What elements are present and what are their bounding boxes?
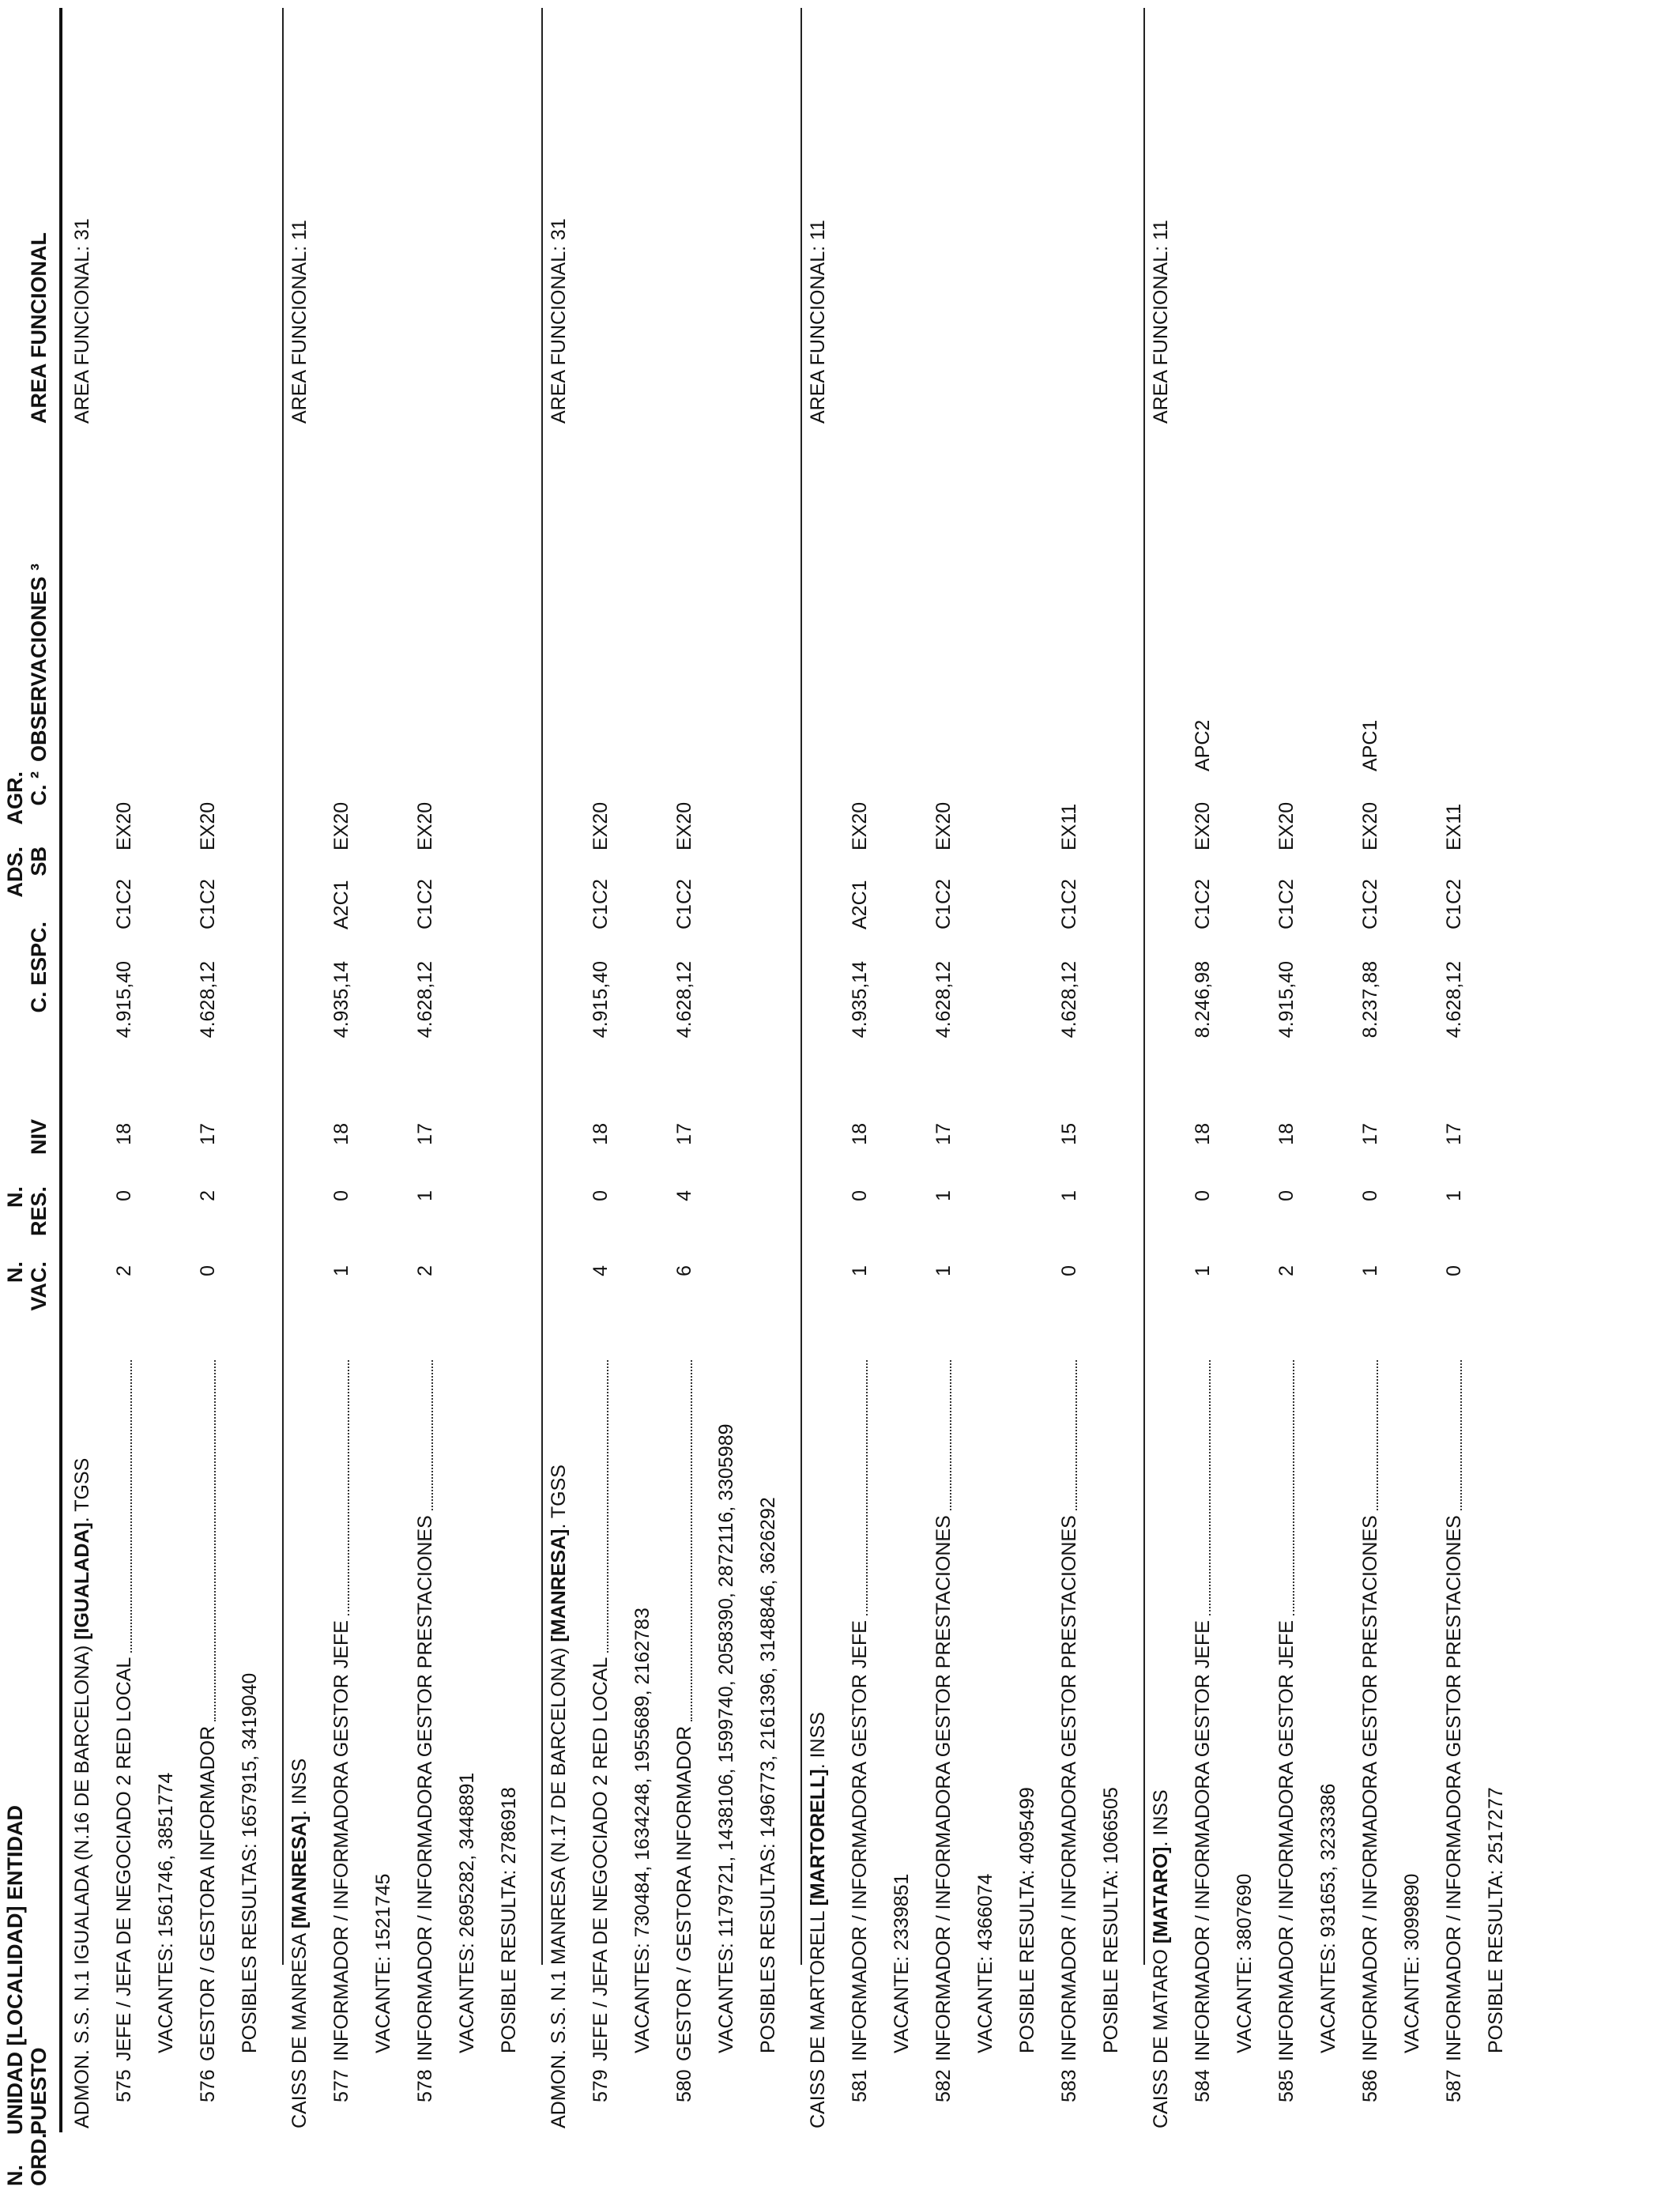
dot-leader <box>1293 1360 1294 1615</box>
agr-c-value: EX11 <box>1443 803 1465 850</box>
dot-leader <box>431 1360 433 1510</box>
header-n-ord-line2: ORD. <box>27 2132 51 2186</box>
vacancies-count: 2 <box>113 1265 135 1276</box>
unit-name: ADMON. S.S. N.1 IGUALADA (N.16 DE BARCELONA) <box>71 1639 93 2128</box>
ads-sb-value: C1C2 <box>414 879 436 929</box>
reserved-count: 2 <box>197 1190 219 1201</box>
unit-separator <box>800 8 802 1965</box>
unit-heading <box>287 1759 312 2128</box>
unit-entity: . INSS <box>1150 1789 1172 1847</box>
specific-complement-value: 4.915,40 <box>113 961 135 1039</box>
position-note: POSIBLES RESULTAS: 1657915, 3419040 <box>239 1672 261 2053</box>
position-note: POSIBLE RESULTA: 2786918 <box>498 1787 520 2053</box>
header-ads-sb <box>3 846 51 925</box>
vacancies-count: 0 <box>1443 1265 1465 1276</box>
position-title: INFORMADOR / INFORMADORA GESTOR PRESTACIONES <box>1443 1515 1465 2061</box>
reserved-count: 0 <box>1359 1190 1381 1201</box>
level-value: 18 <box>849 1123 871 1145</box>
ads-sb-value: C1C2 <box>932 879 955 929</box>
level-value: 18 <box>590 1123 612 1145</box>
position-title: INFORMADOR / INFORMADORA GESTOR JEFE <box>330 1620 352 2061</box>
header-agr-line1: AGR. <box>3 771 27 825</box>
reserved-count: 1 <box>414 1190 436 1201</box>
reserved-count: 0 <box>590 1190 612 1201</box>
header-n-res <box>3 1186 51 1250</box>
header-niv: NIV <box>27 1119 51 1155</box>
position-title: INFORMADOR / INFORMADORA GESTOR JEFE <box>1192 1620 1214 2061</box>
position-number: 576 <box>197 2069 219 2102</box>
level-value: 17 <box>932 1123 955 1145</box>
ads-sb-value: C1C2 <box>1443 879 1465 929</box>
position-title: INFORMADOR / INFORMADORA GESTOR JEFE <box>1275 1620 1298 2061</box>
unit-entity: . INSS <box>807 1712 829 1770</box>
ads-sb-value: C1C2 <box>1359 879 1381 929</box>
position-title: JEFE / JEFA DE NEGOCIADO 2 RED LOCAL <box>113 1657 135 2061</box>
dot-leader <box>214 1360 216 1721</box>
vacancies-count: 4 <box>590 1265 612 1276</box>
level-value: 18 <box>330 1123 352 1145</box>
position-number: 575 <box>113 2069 135 2102</box>
header-agr-line2: C. ² <box>27 771 51 806</box>
agr-c-value: EX20 <box>590 801 612 850</box>
vacancies-count: 1 <box>1359 1265 1381 1276</box>
agr-c-value: EX20 <box>1275 801 1298 850</box>
ads-sb-value: C1C2 <box>197 879 219 929</box>
reserved-count: 0 <box>330 1190 352 1201</box>
specific-complement-value: 4.915,40 <box>1275 961 1298 1039</box>
header-agr-c <box>3 771 51 850</box>
position-note: POSIBLES RESULTAS: 1496773, 2161396, 3148846, 3626292 <box>757 1497 779 2053</box>
level-value: 17 <box>1359 1123 1381 1145</box>
unit-name: CAISS DE MARTORELL <box>807 1906 829 2128</box>
specific-complement-value: 4.935,14 <box>330 961 352 1039</box>
position-note: POSIBLE RESULTA: 2517277 <box>1485 1787 1507 2053</box>
header-n-vac-line2: VAC. <box>27 1261 51 1311</box>
unit-name: ADMON. S.S. N.1 MANRESA (N.17 DE BARCELONA) <box>548 1642 570 2128</box>
area-funcional-value: AREA FUNCIONAL: 11 <box>1150 220 1172 424</box>
position-note: VACANTES: 931653, 3233386 <box>1317 1783 1339 2053</box>
area-funcional-value: AREA FUNCIONAL: 31 <box>548 218 570 424</box>
unit-entity: . INSS <box>288 1758 311 1816</box>
position-note: VACANTES: 2695282, 3448891 <box>456 1772 478 2053</box>
unit-separator <box>541 8 543 1965</box>
unit-separator <box>1143 8 1145 1965</box>
reserved-count: 0 <box>849 1190 871 1201</box>
reserved-count: 1 <box>1058 1190 1080 1201</box>
header-rule <box>59 8 62 2132</box>
header-n-ord-line1: N. <box>3 2165 27 2186</box>
vacancies-count: 1 <box>330 1265 352 1276</box>
position-note: POSIBLE RESULTA: 1066505 <box>1100 1787 1122 2053</box>
unit-locality: [MATARO] <box>1150 1846 1172 1944</box>
vacancies-count: 0 <box>1058 1265 1080 1276</box>
vacancies-count: 2 <box>1275 1265 1298 1276</box>
position-number: 587 <box>1443 2069 1465 2102</box>
dot-leader <box>1209 1360 1211 1615</box>
position-note: VACANTE: 1521745 <box>372 1873 394 2053</box>
reserved-count: 4 <box>673 1190 695 1201</box>
header-unidad <box>3 1581 51 2135</box>
unit-name: CAISS DE MANRESA <box>288 1928 311 2128</box>
reserved-count: 1 <box>932 1190 955 1201</box>
header-unidad-line1: UNIDAD [LOCALIDAD] ENTIDAD <box>3 1805 27 2135</box>
position-number: 585 <box>1275 2069 1298 2102</box>
ads-sb-value: C1C2 <box>590 879 612 929</box>
agr-c-value: EX20 <box>197 801 219 850</box>
ads-sb-value: C1C2 <box>1275 879 1298 929</box>
unit-heading <box>1148 1789 1173 2128</box>
level-value: 18 <box>1275 1123 1298 1145</box>
specific-complement-value: 8.237,88 <box>1359 961 1381 1039</box>
reserved-count: 0 <box>1192 1190 1214 1201</box>
unit-separator <box>282 8 284 1965</box>
position-note: VACANTE: 4366074 <box>974 1873 996 2053</box>
position-title: INFORMADOR / INFORMADORA GESTOR JEFE <box>849 1620 871 2061</box>
observation-value: APC1 <box>1359 719 1381 771</box>
dot-leader <box>1075 1360 1077 1510</box>
position-title: INFORMADOR / INFORMADORA GESTOR PRESTACIONES <box>932 1515 955 2061</box>
header-n-res-line1: N. <box>3 1186 27 1208</box>
specific-complement-value: 4.935,14 <box>849 961 871 1039</box>
vacancies-count: 0 <box>197 1265 219 1276</box>
ads-sb-value: C1C2 <box>1192 879 1214 929</box>
dot-leader <box>950 1360 951 1510</box>
header-area-funcional: AREA FUNCIONAL <box>27 232 51 424</box>
position-note: VACANTES: 1561746, 3851774 <box>155 1772 177 2053</box>
vacancies-count: 1 <box>1192 1265 1214 1276</box>
ads-sb-value: A2C1 <box>849 880 871 929</box>
agr-c-value: EX20 <box>849 801 871 850</box>
specific-complement-value: 4.628,12 <box>197 961 219 1039</box>
ads-sb-value: C1C2 <box>113 879 135 929</box>
unit-locality: [MANRESA] <box>548 1529 570 1642</box>
position-number: 586 <box>1359 2069 1381 2102</box>
ads-sb-value: A2C1 <box>330 880 352 929</box>
header-ads-line2: SB <box>27 846 51 876</box>
position-number: 577 <box>330 2069 352 2102</box>
vacancies-count: 2 <box>414 1265 436 1276</box>
unit-heading <box>546 1465 571 2128</box>
unit-heading <box>805 1712 831 2128</box>
reserved-count: 0 <box>113 1190 135 1201</box>
specific-complement-value: 4.628,12 <box>932 961 955 1039</box>
position-number: 584 <box>1192 2069 1214 2102</box>
position-title: GESTOR / GESTORA INFORMADOR <box>197 1725 219 2061</box>
level-value: 15 <box>1058 1123 1080 1145</box>
vacancies-count: 1 <box>932 1265 955 1276</box>
ads-sb-value: C1C2 <box>673 879 695 929</box>
dot-leader <box>348 1360 349 1615</box>
level-value: 17 <box>673 1123 695 1145</box>
header-ads-line1: ADS. <box>3 846 27 898</box>
level-value: 18 <box>113 1123 135 1145</box>
header-n-ord <box>3 2132 51 2186</box>
level-value: 17 <box>197 1123 219 1145</box>
unit-locality: [MARTORELL] <box>807 1769 829 1906</box>
header-n-vac <box>3 1261 51 1325</box>
specific-complement-value: 4.628,12 <box>1443 961 1465 1039</box>
agr-c-value: EX20 <box>1359 801 1381 850</box>
position-note: VACANTE: 2339851 <box>891 1873 913 2053</box>
header-c-espc: C. ESPC. <box>27 922 51 1013</box>
position-number: 578 <box>414 2069 436 2102</box>
reserved-count: 0 <box>1275 1190 1298 1201</box>
header-unidad-line2: PUESTO <box>27 2047 51 2135</box>
dot-leader <box>130 1360 132 1653</box>
area-funcional-value: AREA FUNCIONAL: 11 <box>288 220 311 424</box>
dot-leader <box>1460 1360 1462 1510</box>
position-title: INFORMADOR / INFORMADORA GESTOR PRESTACIONES <box>1058 1515 1080 2061</box>
position-note: VACANTE: 3807690 <box>1234 1873 1256 2053</box>
agr-c-value: EX20 <box>932 801 955 850</box>
position-title: JEFE / JEFA DE NEGOCIADO 2 RED LOCAL <box>590 1657 612 2061</box>
header-n-res-line2: RES. <box>27 1186 51 1237</box>
vacancies-count: 1 <box>849 1265 871 1276</box>
dot-leader <box>1377 1360 1378 1510</box>
unit-entity: . TGSS <box>71 1457 93 1523</box>
unit-locality: [MANRESA] <box>288 1815 311 1929</box>
position-title: GESTOR / GESTORA INFORMADOR <box>673 1725 695 2061</box>
level-value: 17 <box>1443 1123 1465 1145</box>
position-number: 581 <box>849 2069 871 2102</box>
position-note: VACANTE: 3099890 <box>1401 1873 1423 2053</box>
area-funcional-value: AREA FUNCIONAL: 11 <box>807 220 829 424</box>
unit-heading <box>70 1458 95 2128</box>
area-funcional-value: AREA FUNCIONAL: 31 <box>71 218 93 424</box>
position-number: 580 <box>673 2069 695 2102</box>
level-value: 17 <box>414 1123 436 1145</box>
dot-leader <box>691 1360 692 1721</box>
unit-entity: . TGSS <box>548 1465 570 1529</box>
position-title: INFORMADOR / INFORMADORA GESTOR PRESTACIONES <box>414 1515 436 2061</box>
ads-sb-value: C1C2 <box>1058 879 1080 929</box>
specific-complement-value: 4.915,40 <box>590 961 612 1039</box>
vacancies-count: 6 <box>673 1265 695 1276</box>
agr-c-value: EX20 <box>113 801 135 850</box>
observation-value: APC2 <box>1192 719 1214 771</box>
dot-leader <box>607 1360 608 1653</box>
agr-c-value: EX20 <box>330 801 352 850</box>
unit-locality: [IGUALADA] <box>71 1522 93 1640</box>
agr-c-value: EX20 <box>673 801 695 850</box>
position-number: 579 <box>590 2069 612 2102</box>
header-n-vac-line1: N. <box>3 1261 27 1283</box>
position-number: 582 <box>932 2069 955 2102</box>
position-note: POSIBLE RESULTA: 4095499 <box>1016 1787 1038 2053</box>
position-note: VACANTES: 1179721, 1438106, 1599740, 2058390, 2872116, 3305989 <box>715 1423 737 2053</box>
agr-c-value: EX11 <box>1058 803 1080 850</box>
level-value: 18 <box>1192 1123 1214 1145</box>
position-title: INFORMADOR / INFORMADORA GESTOR PRESTACIONES <box>1359 1515 1381 2061</box>
position-number: 583 <box>1058 2069 1080 2102</box>
specific-complement-value: 4.628,12 <box>1058 961 1080 1039</box>
specific-complement-value: 4.628,12 <box>673 961 695 1039</box>
agr-c-value: EX20 <box>1192 801 1214 850</box>
specific-complement-value: 4.628,12 <box>414 961 436 1039</box>
specific-complement-value: 8.246,98 <box>1192 961 1214 1039</box>
agr-c-value: EX20 <box>414 801 436 850</box>
dot-leader <box>866 1360 868 1615</box>
position-note: VACANTES: 730484, 1634248, 1955689, 2162783 <box>631 1608 654 2053</box>
reserved-count: 1 <box>1443 1190 1465 1201</box>
header-observaciones: OBSERVACIONES ³ <box>27 563 51 762</box>
unit-name: CAISS DE MATARO <box>1150 1943 1172 2128</box>
